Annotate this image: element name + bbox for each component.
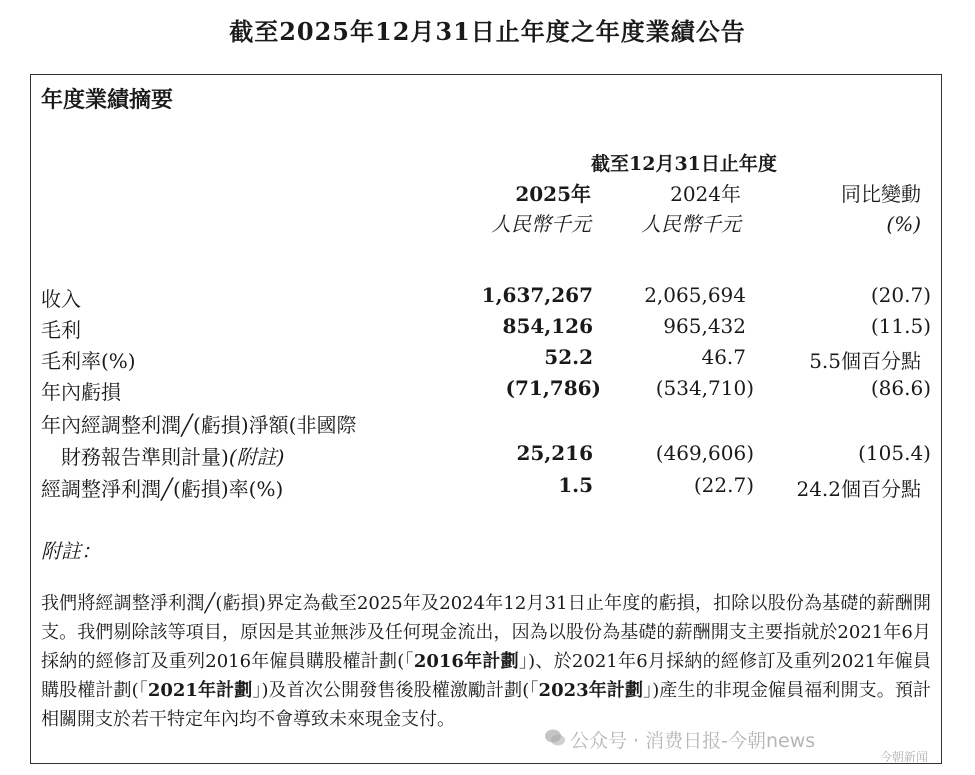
period-header: 截至12月31日止年度 (591, 153, 777, 175)
value-yoy: 24.2個百分點 (796, 477, 921, 501)
value-yoy: (20.7) (870, 283, 931, 307)
column-header-2025 (471, 179, 591, 239)
document-title: 截至2025年12月31日止年度之年度業績公告 (229, 17, 746, 46)
unit-2024-label: 人民幣千元 (641, 212, 741, 236)
row-label: 年內虧損 (41, 380, 121, 404)
value-2024: (469,606) (655, 441, 754, 465)
section-title: 年度業績摘要 (41, 87, 174, 113)
value-2024: 2,065,694 (644, 283, 746, 307)
value-yoy: (86.6) (870, 376, 931, 400)
value-2024: (534,710) (655, 376, 754, 400)
column-header-yoy (791, 179, 921, 239)
value-2025: 25,216 (516, 441, 593, 465)
table-row-gross-margin (31, 343, 943, 373)
note-heading: 附註： (41, 539, 101, 563)
note-text-2: 」)、於2021年6月採納的經修訂及重列2021年僱員購股權計劃(「 (41, 651, 931, 701)
table-row-gross-profit (31, 312, 943, 342)
note-bold-2021-plan: 2021年計劃 (147, 680, 253, 701)
value-2025: 1,637,267 (481, 283, 593, 307)
watermark: 公众号 · 消费日报-今朝news (570, 730, 816, 752)
note-bold-2023-plan: 2023年計劃 (538, 680, 644, 701)
row-label-continued (61, 441, 284, 470)
value-yoy: 5.5個百分點 (809, 349, 921, 373)
year-2024-label: 2024年 (670, 182, 741, 206)
row-label: 毛利率(%) (41, 349, 136, 373)
note-text-4: 」)產生的非現金僱員福利開支。預計相關開支於若干特定年內均不會導致未來現金支付。 (41, 680, 931, 730)
wechat-icon (544, 728, 566, 748)
value-2024: 46.7 (701, 345, 746, 369)
table-row-adjusted-label-line1 (31, 407, 943, 437)
value-2025: (71,786) (505, 376, 601, 400)
row-label: 毛利 (41, 318, 81, 342)
table-row-revenue (31, 281, 943, 311)
row-label: 年內經調整利潤╱(虧損)淨額(非國際 (41, 413, 357, 437)
value-2025: 52.2 (544, 345, 593, 369)
row-label-line2: 財務報告準則計量) (61, 445, 229, 469)
table-row-loss (31, 374, 943, 404)
value-yoy: (105.4) (858, 441, 931, 465)
unit-2025-label: 人民幣千元 (491, 212, 591, 236)
yoy-label: 同比變動 (841, 182, 921, 206)
note-reference: (附註) (228, 445, 285, 469)
row-label: 收入 (41, 287, 81, 311)
note-paragraph (41, 589, 931, 734)
value-2024: (22.7) (693, 473, 754, 497)
value-2025: 1.5 (558, 473, 593, 497)
note-text-3: 」)及首次公開發售後股權激勵計劃(「 (252, 680, 539, 701)
value-2025: 854,126 (502, 314, 593, 338)
watermark-small: 今朝新闻 (880, 750, 929, 764)
note-text-1: 我們將經調整淨利潤╱(虧損)界定為截至2025年及2024年12月31日止年度的虧損，扣除以股份為基礎的薪酬開支。我們剔除該等項目，原因是其並無涉及任何現金流出，因為以股份為基礎的薪酬開支主要指就於2021年6月採納的經修訂及重列2016年僱員購股權計劃(「 (41, 593, 931, 672)
note-bold-2016-plan: 2016年計劃 (413, 651, 519, 672)
table-row-adjusted-net (31, 439, 943, 469)
year-2025-label: 2025年 (515, 182, 591, 206)
value-2024: 965,432 (663, 314, 746, 338)
column-header-2024 (621, 179, 741, 239)
row-label: 經調整淨利潤╱(虧損)率(%) (41, 477, 284, 501)
table-row-adjusted-margin (31, 471, 943, 501)
results-summary-box (30, 74, 942, 764)
value-yoy: (11.5) (870, 314, 931, 338)
yoy-unit-label: (%) (886, 212, 921, 236)
